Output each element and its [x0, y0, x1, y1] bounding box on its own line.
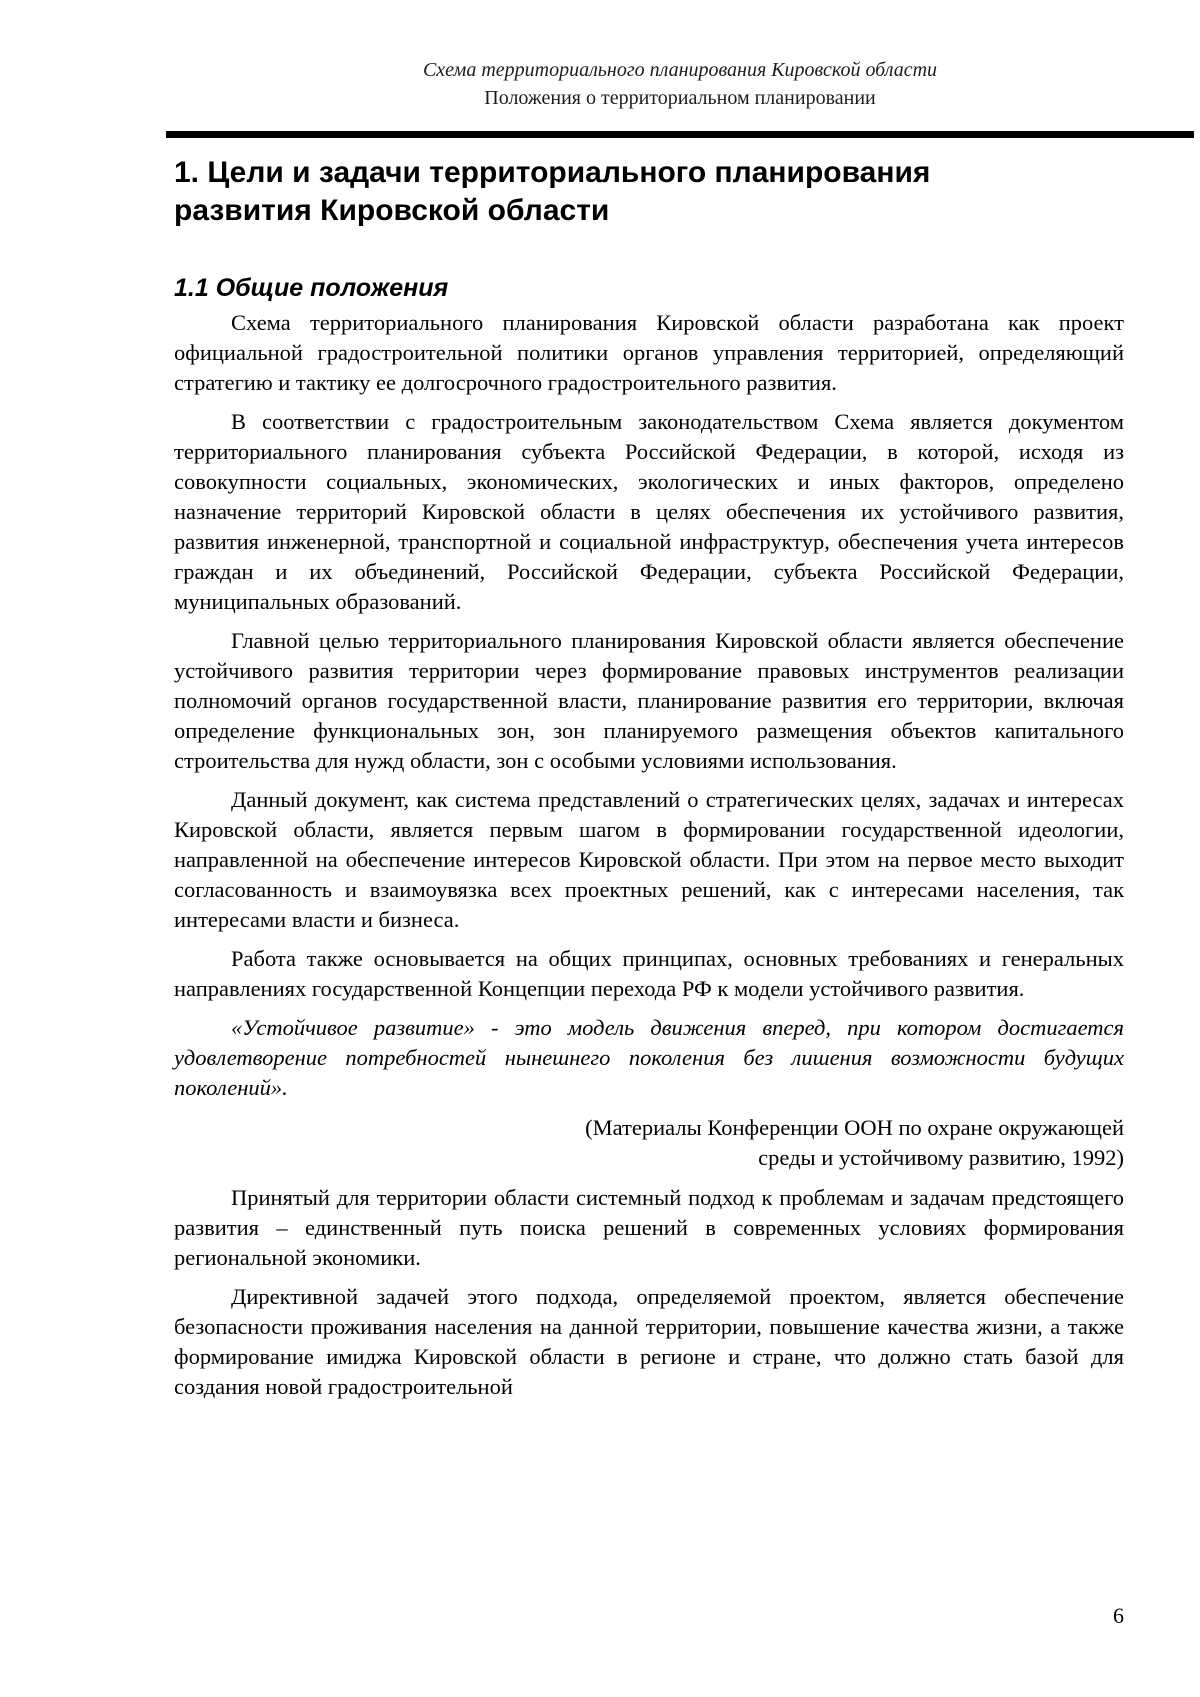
- paragraph: Работа также основывается на общих принципах, основных требованиях и генеральных направлениях государственной Концепции перехода РФ к модели устойчивого развития.: [174, 946, 1124, 1001]
- page-number: 6: [1113, 1603, 1124, 1628]
- header-volume-title: Положения о территориальном планировании: [484, 87, 876, 109]
- paragraph: Схема территориального планирования Кировской области разработана как проект официальной градостроительной политики органов управления территорией, определяющий стратегию и тактику ее долгосрочного градостроительного развития.: [174, 310, 1124, 395]
- page-body: [174, 154, 1124, 1411]
- paragraph: Данный документ, как система представлений о стратегических целях, задачах и интересах Кировской области, является первым шагом в формировании государственной идеологии, направленной на обеспечение интересов Кировской области. При этом на первое место выходит согласованность и взаимоувязка всех проектных решений, как с интересами населения, так интересами власти и бизнеса.: [174, 787, 1124, 932]
- running-header: [170, 56, 1190, 112]
- section-heading: [174, 154, 1124, 230]
- header-document-title: Схема территориального планирования Кировской области: [422, 59, 938, 81]
- paragraph: В соответствии с градостроительным законодательством Схема является документом территориального планирования субъекта Российской Федерации, в которой, исходя из совокупности социальных, экономических, экологических и иных факторов, определено назначение территорий Кировской области в целях обеспечения их устойчивого развития, развития инженерной, транспортной и социальной инфраструктур, обеспечения учета интересов граждан и их объединений, Российской Федерации, субъекта Российской Федерации, муниципальных образований.: [174, 409, 1124, 614]
- paragraph: Директивной задачей этого подхода, определяемой проектом, является обеспечение безопасности проживания населения на данной территории, повышение качества жизни, а также формирование имиджа Кировской области в регионе и стране, что должно стать базой для создания новой градостроительной: [174, 1284, 1124, 1399]
- paragraph: Главной целью территориального планирования Кировской области является обеспечение устойчивого развития территории через формирование правовых инструментов реализации полномочий органов государственной власти, планирование развития его территории, включая определение функциональных зон, зон планируемого размещения объектов капитального строительства для нужд области, зон с особыми условиями использования.: [174, 628, 1124, 773]
- section-heading-line2: развития Кировской области: [174, 194, 610, 227]
- section-heading-line1: 1. Цели и задачи территориального планирования: [174, 156, 931, 189]
- citation-line1: (Материалы Конференции ООН по охране окружающей: [585, 1115, 1124, 1140]
- citation-line2: среды и устойчивому развитию, 1992): [758, 1145, 1124, 1170]
- subsection-heading: 1.1 Общие положения: [174, 274, 449, 302]
- paragraph: Принятый для территории области системный подход к проблемам и задачам предстоящего развития – единственный путь поиска решений в современных условиях формирования региональной экономики.: [174, 1185, 1124, 1270]
- quote-citation: [174, 1113, 1124, 1173]
- header-divider: [166, 131, 1194, 138]
- quote-paragraph: «Устойчивое развитие» - это модель движения вперед, при котором достигается удовлетворение потребностей нынешнего поколения без лишения возможности будущих поколений».: [174, 1015, 1124, 1100]
